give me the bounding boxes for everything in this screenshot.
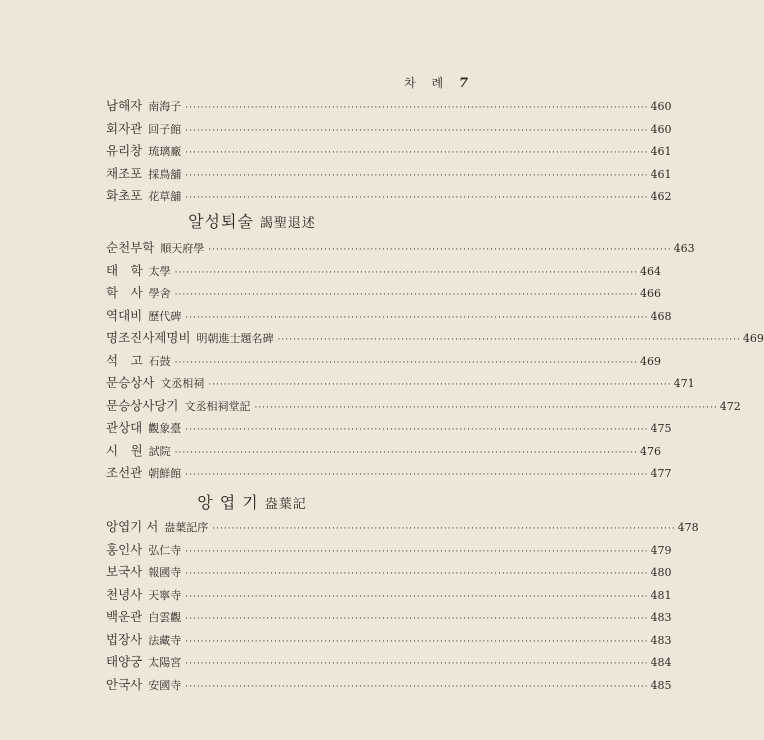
section-title <box>0 490 504 513</box>
entry-title-hanja: 歷代碑 <box>148 309 182 323</box>
entry-title-hanja: 安國寺 <box>148 678 182 692</box>
entry-title-hanja: 試院 <box>148 444 171 458</box>
dot-leader: ························································································································ <box>185 659 649 669</box>
toc-entry[interactable] <box>106 396 741 418</box>
entry-title-korean: 홍인사 <box>106 541 143 557</box>
entry-page-number: 469 <box>742 332 764 345</box>
toc-entry[interactable] <box>106 351 661 373</box>
entry-title-hanja: 文丞相祠 <box>160 377 205 390</box>
toc-entry[interactable] <box>106 517 699 539</box>
entry-title-korean: 관상대 <box>106 420 143 435</box>
entry-title-hanja: 朝鮮館 <box>148 467 182 480</box>
dot-leader: ························································································································ <box>185 425 649 435</box>
toc-entry[interactable] <box>106 607 672 629</box>
dot-leader: ························································································································ <box>174 267 638 278</box>
toc-entry[interactable] <box>106 418 672 440</box>
entry-title-korean: 석 고 <box>106 352 143 368</box>
entry-title-hanja: 學舍 <box>148 287 171 300</box>
entry-title-hanja: 石鼓 <box>148 354 171 368</box>
dot-leader: ························································································································ <box>185 125 649 136</box>
running-header <box>404 74 468 91</box>
entry-title-korean: 채조포 <box>106 165 143 181</box>
dot-leader: ························································································································ <box>185 148 649 158</box>
entry-title-hanja: 報國寺 <box>148 566 182 579</box>
dot-leader: ························································································································ <box>185 170 649 181</box>
entry-title-korean: 천녕사 <box>106 586 143 602</box>
entry-title-hanja: 弘仁寺 <box>148 543 182 557</box>
entry-title-korean: 문승상사 <box>106 375 155 390</box>
entry-title-hanja: 天寧寺 <box>148 588 182 602</box>
entry-title-hanja: 盎葉記序 <box>164 521 209 534</box>
dot-leader: ························································································································ <box>185 193 649 203</box>
toc-entry[interactable] <box>106 630 672 652</box>
entry-title-korean: 순천부학 <box>106 240 155 255</box>
section-title-korean: 앙 엽 기 <box>197 493 259 512</box>
entry-page-number: 477 <box>650 467 672 480</box>
entry-title-hanja: 觀象臺 <box>148 422 182 435</box>
entry-page-number: 471 <box>673 377 695 390</box>
toc-entry[interactable] <box>106 306 672 328</box>
header-page-number: 7 <box>458 76 468 91</box>
entry-page-number: 480 <box>650 566 672 579</box>
entry-title-hanja: 太學 <box>148 264 171 278</box>
toc-entry[interactable] <box>106 585 672 607</box>
entry-title-korean: 유리창 <box>106 143 143 158</box>
dot-leader: ························································································································ <box>208 380 672 390</box>
dot-leader: ························································································································ <box>277 335 741 345</box>
section-title-hanja: 盎葉記 <box>264 497 307 512</box>
toc-entry[interactable] <box>106 238 695 260</box>
dot-leader: ························································································································ <box>174 447 638 458</box>
toc-entry[interactable] <box>106 675 672 697</box>
toc-entry[interactable] <box>106 540 672 562</box>
dot-leader: ························································································································ <box>174 290 638 300</box>
entry-title-korean: 화초포 <box>106 188 143 203</box>
dot-leader: ························································································································ <box>254 402 718 413</box>
toc-entry[interactable] <box>106 652 672 674</box>
entry-title-korean: 법장사 <box>106 631 143 647</box>
entry-page-number: 464 <box>639 264 661 278</box>
entry-title-hanja: 明朝進士題名碑 <box>196 332 274 345</box>
entry-title-korean: 태 학 <box>106 262 143 278</box>
entry-page-number: 485 <box>650 678 672 692</box>
toc-entry[interactable] <box>106 261 661 283</box>
toc-entry[interactable] <box>106 373 695 395</box>
entry-title-hanja: 花草舖 <box>148 190 182 203</box>
section-title <box>0 209 504 232</box>
dot-leader: ························································································································ <box>185 546 649 557</box>
entry-page-number: 481 <box>650 588 672 602</box>
dot-leader: ························································································································ <box>212 524 676 534</box>
entry-title-hanja: 採鳥舖 <box>148 167 182 181</box>
dot-leader: ························································································································ <box>174 357 638 368</box>
dot-leader: ························································································································ <box>185 681 649 692</box>
section-title-korean: 알성퇴술 <box>188 212 254 231</box>
toc-entry[interactable] <box>106 441 661 463</box>
entry-title-hanja: 法藏寺 <box>148 633 182 647</box>
entry-title-hanja: 南海子 <box>148 100 182 113</box>
entry-title-korean: 학 사 <box>106 285 143 300</box>
entry-title-korean: 백운관 <box>106 609 143 624</box>
dot-leader: ························································································································ <box>185 569 649 579</box>
dot-leader: ························································································································ <box>185 103 649 113</box>
toc-entry[interactable] <box>106 164 672 186</box>
entry-page-number: 476 <box>639 444 661 458</box>
entry-title-korean: 안국사 <box>106 676 143 692</box>
dot-leader: ························································································································ <box>185 636 649 647</box>
entry-title-korean: 문승상사당기 <box>106 397 179 413</box>
entry-title-korean: 보국사 <box>106 564 143 579</box>
entry-title-korean: 시 원 <box>106 442 143 458</box>
entry-page-number: 460 <box>650 122 672 136</box>
entry-page-number: 460 <box>650 100 672 113</box>
entry-page-number: 462 <box>650 190 672 203</box>
entry-title-korean: 남해자 <box>106 98 143 113</box>
entry-page-number: 484 <box>650 656 672 669</box>
entry-page-number: 466 <box>639 287 661 300</box>
entry-page-number: 461 <box>650 145 672 158</box>
section-title-hanja: 謁聖退述 <box>259 216 316 231</box>
dot-leader: ························································································································ <box>185 614 649 624</box>
entry-title-hanja: 白雲觀 <box>148 611 182 624</box>
entry-title-hanja: 文丞相祠堂記 <box>184 399 251 413</box>
toc-entry[interactable] <box>106 186 672 208</box>
entry-title-hanja: 太陽宮 <box>148 656 182 669</box>
dot-leader: ························································································································ <box>185 591 649 602</box>
header-label: 차 례 <box>404 76 450 90</box>
entry-page-number: 478 <box>677 521 699 534</box>
dot-leader: ························································································································ <box>208 245 672 255</box>
entry-title-korean: 명조진사제명비 <box>106 330 191 345</box>
entry-title-korean: 조선관 <box>106 465 143 480</box>
toc-entry[interactable] <box>106 119 672 141</box>
entry-title-hanja: 順天府學 <box>160 242 205 255</box>
entry-title-korean: 역대비 <box>106 307 143 323</box>
entry-page-number: 468 <box>650 309 672 323</box>
toc-entry[interactable] <box>106 562 672 584</box>
toc-entry[interactable] <box>106 96 672 118</box>
entry-page-number: 483 <box>650 633 672 647</box>
entry-page-number: 475 <box>650 422 672 435</box>
dot-leader: ························································································································ <box>185 312 649 323</box>
dot-leader: ························································································································ <box>185 470 649 480</box>
entry-page-number: 483 <box>650 611 672 624</box>
entry-page-number: 479 <box>650 543 672 557</box>
toc-entry[interactable] <box>106 463 672 485</box>
entry-page-number: 469 <box>639 354 661 368</box>
toc-entry[interactable] <box>106 283 661 305</box>
entry-page-number: 461 <box>650 167 672 181</box>
entry-title-korean: 태양궁 <box>106 654 143 669</box>
entry-page-number: 463 <box>673 242 695 255</box>
toc-entry[interactable] <box>106 328 764 350</box>
entry-title-korean: 회자관 <box>106 120 143 136</box>
toc-entry[interactable] <box>106 141 672 163</box>
entry-page-number: 472 <box>719 399 741 413</box>
entry-title-korean: 앙엽기 서 <box>106 519 159 534</box>
entry-title-hanja: 回子館 <box>148 122 182 136</box>
entry-title-hanja: 琉璃廠 <box>148 145 182 158</box>
